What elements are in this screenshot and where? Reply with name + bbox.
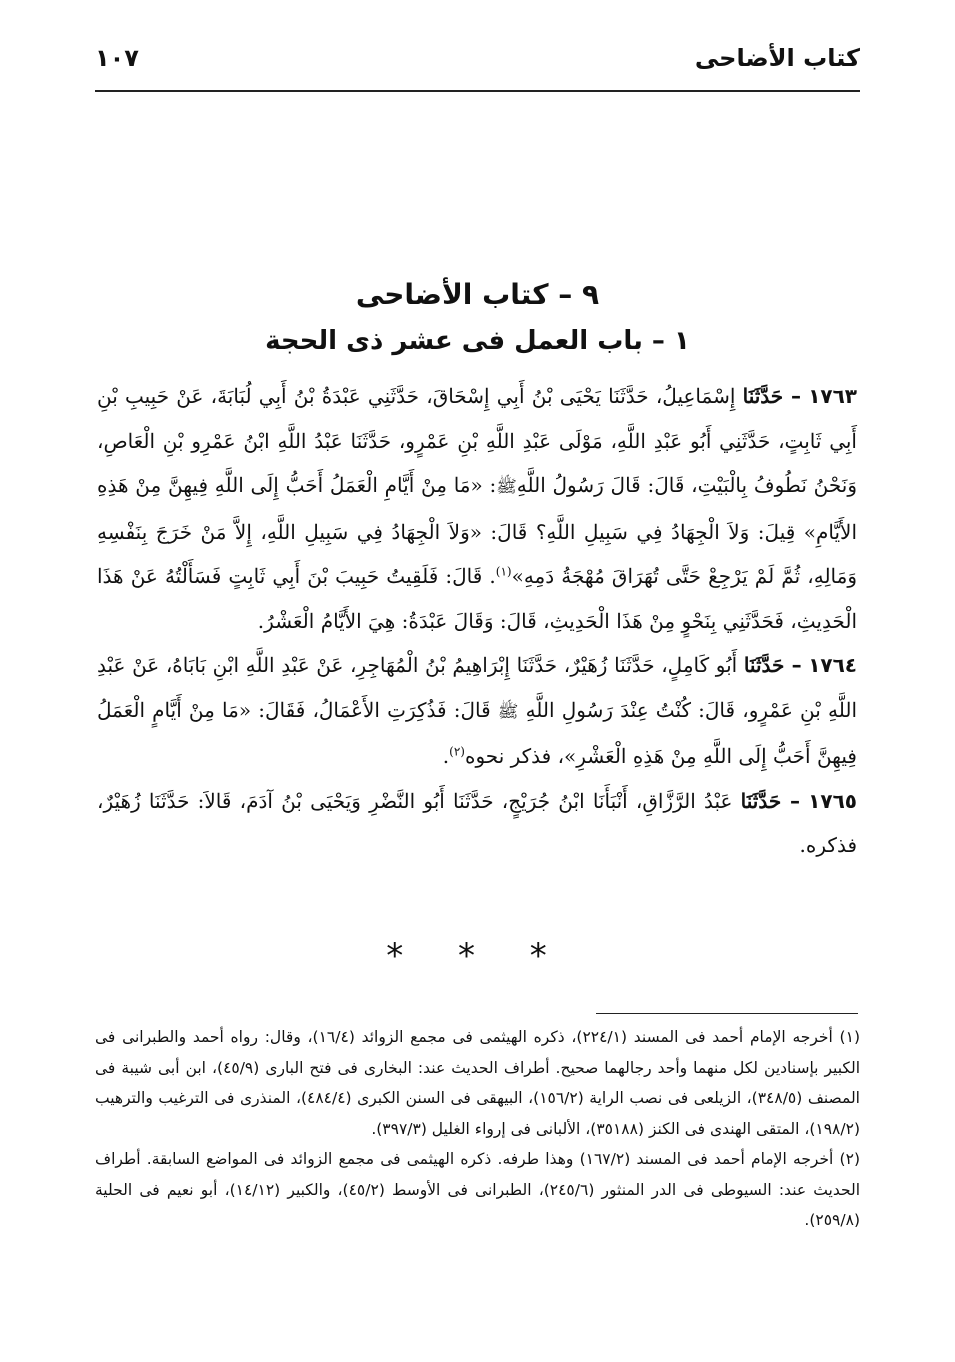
hadith-paragraph: ١٧٦٥ – حَدَّثَنَا عَبْدُ الرَّزَّاقِ، أَنْبَأَنَا ابْنُ جُرَيْجٍ، حَدَّثَنَا أَبُو النَّضْرِ وَيَحْيَى بْنُ آدَمَ، قَالاَ: حَدَّثَنَا زُهَيْرٌ، فذكره. <box>97 788 857 857</box>
section-separator: * * * <box>386 936 569 976</box>
salutation-glyph: ﷺ <box>496 477 517 497</box>
hadith-text: . <box>442 744 450 768</box>
hadith-text: عَبْدُ الرَّزَّاقِ، أَنْبَأَنَا ابْنُ جُرَيْجٍ، حَدَّثَنَا أَبُو النَّضْرِ وَيَحْيَى بْنُ آدَمَ، قَالاَ: حَدَّثَنَا زُهَيْرٌ، فذكره. <box>97 788 857 857</box>
hadith-paragraph: ١٧٦٣ – حَدَّثَنَا إِسْمَاعِيلُ، حَدَّثَنَا يَحْيَى بْنُ أَبِي إِسْحَاقَ، حَدَّثَنِي عَبْدَةُ بْنُ أَبِي لُبَابَةَ، عَنْ حَبِيبِ بْنِ أَبِي ثَابِتٍ، حَدَّثَنِي أَبُو عَبْدِ اللَّهِ، مَوْلَى عَبْدِ اللَّهِ بْنِ عَمْرٍو، حَدَّثَنَا عَبْدُ اللَّهِ ابْنُ عَمْرِو بْنِ الْعَاصِ، وَنَحْنُ نَطُوفُ بِالْبَيْتِ، قَالَ: قَالَ رَسُولُ اللَّهِﷺ: «مَا مِنْ أَيَّامِ الْعَمَلُ أَحَبُّ إِلَى اللَّهِ فِيهِنَّ مِنْ هَذِهِ الأَيَّامِ» قِيلَ: وَلاَ الْجِهَادُ فِي سَبِيلِ اللَّهِ؟ قَالَ: «وَلاَ الْجِهَادُ فِي سَبِيلِ اللَّهِ، إِلاَّ مَنْ خَرَجَ بِنَفْسِهِ وَمَالِهِ، ثُمَّ لَمْ يَرْجِعْ حَتَّى تُهَرَاقَ مُهْجَةُ دَمِهِ»$^{(١)}$. قَالَ: فَلَقِيتُ حَبِيبَ بْنَ أَبِي ثَابِتٍ فَسَأَلْتُهُ عَنْ هَذَا الْحَدِيثِ، فَحَدَّثَنِي بِنَحْوٍ مِنْ هَذَا الْحَدِيثِ، قَالَ: وَقَالَ عَبْدَةُ: هِيَ الأَيَّامُ الْعَشْرُ. <box>97 384 858 633</box>
header-title: كتاب الأضاحى <box>694 44 860 72</box>
footnote-item: (١) أخرجه الإمام أحمد فى المسند (٢٢٤/١)، ذكره الهيثمى فى مجمع الزوائد (١٦/٤)، وقال: رواه أحمد والطبرانى فى الكبير بإسنادين لكل منهما وأحد رجالهما صحيح. أطراف الحديث عند: البخارى فى فتح البارى (٤٥/٩)، ابن أبى شيبة فى المصنف (٣٤٨/٥)، الزيلعى فى نصب الراية (١٥٦/٢)، البيهقى فى السنن الكبرى (٤٨٤/٤)، المنذرى فى الترغيب والترهيب (١٩٨/٢)، المتقى الهندى فى الكنز (٣٥١٨٨)، الألبانى فى إرواء الغليل (٣٩٧/٣). <box>95 1028 860 1138</box>
hadith-lead: حَدَّثَنَا <box>740 788 782 813</box>
running-header <box>95 38 860 92</box>
hadith-number: ١٧٦٥ <box>808 788 857 813</box>
hadith-text: قَالَ: فَذُكِرَتِ الأَعْمَالُ، فَقَالَ: «مَا مِنْ أَيَّامٍ الْعَمَلُ فِيهِنَّ أَحَبُّ إِلَى اللَّهِ مِنْ هَذِهِ الْعَشْرِ»، فذكر نحوه <box>97 697 857 768</box>
hadith-number: ١٧٦٣ <box>808 384 858 408</box>
hadith-text: أَبُو كَامِلٍ، حَدَّثَنَا زُهَيْرٌ، حَدَّثَنَا إِبْرَاهِيمُ بْنُ الْمُهَاجِرِ، عَنْ عَبْدِ اللَّهِ ابْنِ بَابَاهُ، عَنْ عَبْدِ اللَّهِ بْنِ عَمْرٍو، قَالَ: كُنْتُ عِنْدَ رَسُولِ اللَّهِ <box>97 653 858 722</box>
chapter-title: ١ – باب العمل فى عشر ذى الحجة <box>265 326 690 356</box>
footnote-reference[interactable]: (٢) <box>449 744 465 759</box>
book-title: ٩ – كتاب الأضاحى <box>355 278 600 311</box>
hadith-text: . قَالَ: فَلَقِيتُ حَبِيبَ بْنَ أَبِي ثَابِتٍ فَسَأَلْتُهُ عَنْ هَذَا الْحَدِيثِ، فَحَدَّثَنِي بِنَحْوٍ مِنْ هَذَا الْحَدِيثِ، قَالَ: وَقَالَ عَبْدَةُ: هِيَ الأَيَّامُ الْعَشْرُ. <box>97 564 857 633</box>
hadith-text: إِسْمَاعِيلُ، حَدَّثَنَا يَحْيَى بْنُ أَبِي إِسْحَاقَ، حَدَّثَنِي عَبْدَةُ بْنُ أَبِي لُبَابَةَ، عَنْ حَبِيبِ بْنِ أَبِي ثَابِتٍ، حَدَّثَنِي أَبُو عَبْدِ اللَّهِ، مَوْلَى عَبْدِ اللَّهِ بْنِ عَمْرٍو، حَدَّثَنَا عَبْدُ اللَّهِ ابْنُ عَمْرِو بْنِ الْعَاصِ، وَنَحْنُ نَطُوفُ بِالْبَيْتِ، قَالَ: قَالَ رَسُولُ اللَّهِ <box>97 384 857 497</box>
salutation-glyph: ﷺ <box>497 701 519 722</box>
page-number: ١٠٧ <box>95 44 139 72</box>
hadith-lead: حَدَّثَنَا <box>742 384 784 408</box>
footnotes <box>95 1022 860 1236</box>
footnote-item: (٢) أخرجه الإمام أحمد فى المسند (١٦٧/٢) وهذا طرفه. ذكره الهيثمى فى مجمع الزوائد فى المواضع السابقة. أطراف الحديث عند: السيوطى فى الدر المنثور (٢٤٥/٦)، الطبرانى فى الأوسط (٤٥/٢)، والكبير (١٤/١٢)، أبو نعيم فى الحلية (٢٥٩/٨). <box>95 1150 860 1229</box>
hadith-number: ١٧٦٤ <box>808 653 858 677</box>
hadith-paragraph: ١٧٦٤ – حَدَّثَنَا أَبُو كَامِلٍ، حَدَّثَنَا زُهَيْرٌ، حَدَّثَنَا إِبْرَاهِيمُ بْنُ الْمُهَاجِرِ، عَنْ عَبْدِ اللَّهِ ابْنِ بَابَاهُ، عَنْ عَبْدِ اللَّهِ بْنِ عَمْرٍو، قَالَ: كُنْتُ عِنْدَ رَسُولِ اللَّهِ ﷺ قَالَ: فَذُكِرَتِ الأَعْمَالُ، فَقَالَ: «مَا مِنْ أَيَّامٍ الْعَمَلُ فِيهِنَّ أَحَبُّ إِلَى اللَّهِ مِنْ هَذِهِ الْعَشْرِ»، فذكر نحوه$^{(٢)}$. <box>97 653 858 768</box>
footnote-divider <box>596 1013 858 1014</box>
hadith-lead: حَدَّثَنَا <box>743 653 785 677</box>
main-text <box>97 374 857 868</box>
hadith-text: : «مَا مِنْ أَيَّامِ الْعَمَلُ أَحَبُّ إِلَى اللَّهِ فِيهِنَّ مِنْ هَذِهِ الأَيَّامِ» قِيلَ: وَلاَ الْجِهَادُ فِي سَبِيلِ اللَّهِ؟ قَالَ: «وَلاَ الْجِهَادُ فِي سَبِيلِ اللَّهِ، إِلاَّ مَنْ خَرَجَ بِنَفْسِهِ وَمَالِهِ، ثُمَّ لَمْ يَرْجِعْ حَتَّى تُهَرَاقَ مُهْجَةُ دَمِهِ» <box>97 473 858 588</box>
footnote-reference[interactable]: (١) <box>495 564 512 579</box>
